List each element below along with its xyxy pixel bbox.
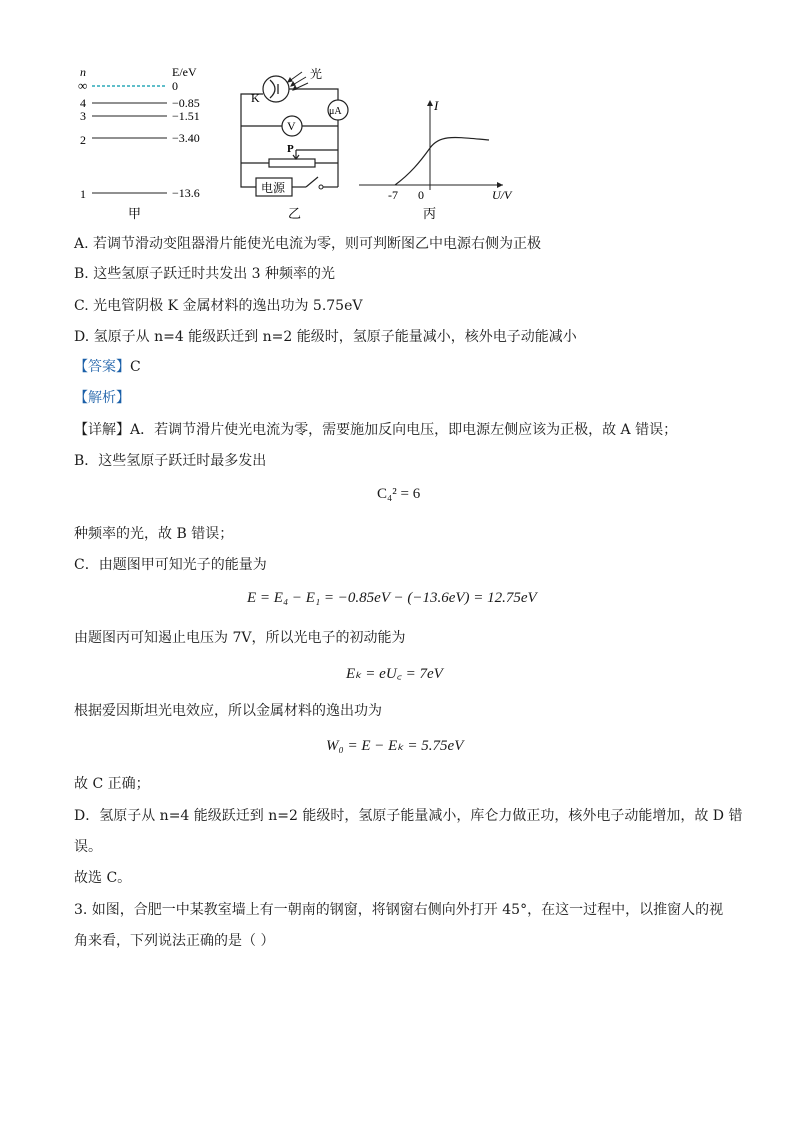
level-n-1: 1: [80, 187, 86, 201]
detail-b1: B．这些氢原子跃迁时最多发出: [74, 453, 267, 469]
answer-line: [74, 357, 141, 377]
source-label: 电源: [261, 181, 286, 195]
equation-combination: C₄² = 6: [377, 486, 421, 502]
energy-level-diagram: [72, 62, 222, 222]
equation-photon-energy: E = E₄ − E₁ = −0.85eV − (−13.6eV) = 12.75eV: [247, 590, 537, 606]
level-e-inf: 0: [172, 79, 178, 93]
detail-c2: 由题图丙可知遏止电压为 7V，所以光电子的初动能为: [74, 630, 406, 646]
figure-caption-jia: 甲: [128, 206, 142, 221]
detail-c3: 根据爱因斯坦光电效应，所以金属材料的逸出功为: [74, 703, 382, 719]
level-e-3: −1.51: [172, 109, 200, 123]
tick-neg-7: -7: [388, 188, 398, 202]
level-n-inf: ∞: [78, 78, 88, 93]
x-axis-label: U/V: [492, 188, 512, 202]
detail-d1: D．氢原子从 n=4 能级跃迁到 n=2 能级时，氢原子能量减小，库仑力做正功，核外电子动能增加，故 D 错: [74, 808, 743, 824]
light-arrows-icon: [288, 72, 308, 90]
detail-c4: 故 C 正确；: [74, 776, 150, 792]
analysis-label: 【解析】: [74, 390, 130, 406]
figure-caption-bing: 丙: [423, 206, 437, 221]
e-header: E/eV: [172, 65, 197, 79]
answer-label: 【答案】: [74, 359, 130, 375]
level-e-1: −13.6: [172, 186, 200, 200]
detail-a: 【详解】A．若调节滑片使光电流为零，需要施加反向电压，即电源左侧应该为正极，故 A 错误；: [74, 422, 678, 438]
question-3-line-1: 3. 如图，合肥一中某教室墙上有一朝南的钢窗，将钢窗右侧向外打开 45°，在这一过程中，以推窗人的视: [74, 902, 724, 918]
option-b: B. 这些氢原子跃迁时共发出 3 种频率的光: [74, 266, 335, 282]
option-d: D. 氢原子从 n=4 能级跃迁到 n=2 能级时，氢原子能量减小，核外电子动能减小: [74, 329, 577, 345]
equation-work-function: W₀ = E − Eₖ = 5.75eV: [326, 738, 464, 754]
level-n-3: 3: [80, 109, 86, 123]
y-axis-label: I: [434, 98, 439, 113]
level-n-4: 4: [80, 96, 86, 110]
ammeter-label: μA: [329, 106, 342, 117]
light-label: 光: [310, 67, 323, 81]
question-3-line-2: 角来看，下列说法正确的是（ ）: [74, 933, 275, 949]
circuit-diagram: [236, 62, 352, 222]
level-n-2: 2: [80, 133, 86, 147]
level-e-2: −3.40: [172, 131, 200, 145]
option-c: C. 光电管阴极 K 金属材料的逸出功为 5.75eV: [74, 298, 363, 314]
voltmeter-label: V: [287, 119, 296, 133]
detail-b2: 种频率的光，故 B 错误；: [74, 526, 234, 542]
switch: [306, 177, 318, 187]
rheostat: [269, 159, 315, 167]
answer-value: C: [130, 359, 141, 375]
photocurrent-curve: [395, 137, 489, 185]
phototube: [263, 76, 289, 102]
iu-curve-graph: [355, 62, 525, 222]
n-header: n: [80, 65, 86, 79]
origin-label: 0: [418, 188, 424, 202]
detail-d2: 误。: [74, 839, 102, 855]
option-a: A. 若调节滑动变阻器滑片能使光电流为零，则可判断图乙中电源右侧为正极: [74, 236, 542, 252]
detail-c1: C．由题图甲可知光子的能量为: [74, 557, 267, 573]
figure-caption-yi: 乙: [288, 206, 302, 221]
slider-label: P: [287, 143, 294, 155]
cathode-label: K: [251, 91, 260, 105]
equation-kinetic-energy: Eₖ = eU꜀ = 7eV: [346, 666, 443, 682]
level-e-4: −0.85: [172, 96, 200, 110]
final-answer: 故选 C。: [74, 870, 132, 886]
